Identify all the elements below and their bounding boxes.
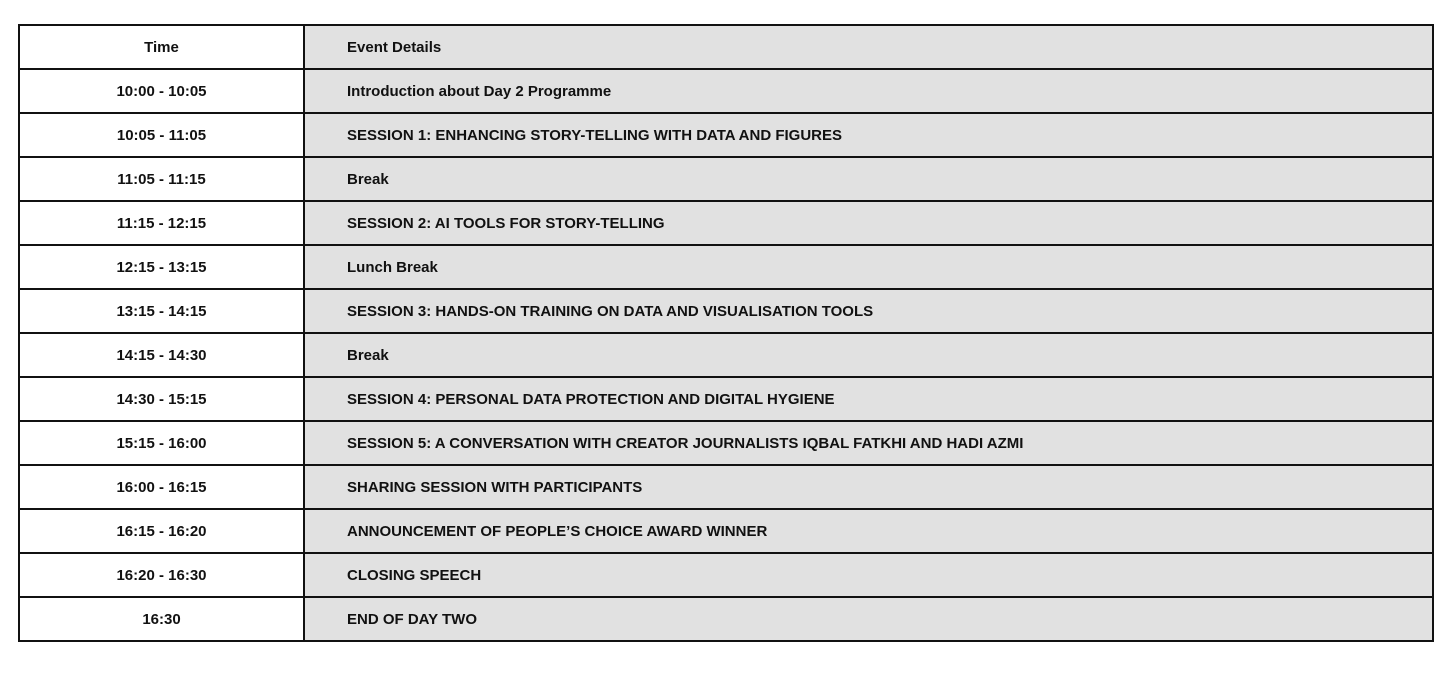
event-cell: SESSION 1: ENHANCING STORY-TELLING WITH DATA AND FIGURES (304, 113, 1433, 157)
time-cell: 16:30 (19, 597, 304, 641)
event-cell: Break (304, 157, 1433, 201)
table-row (19, 421, 1433, 465)
table-row (19, 597, 1433, 641)
schedule-table (18, 24, 1434, 642)
event-cell: SESSION 4: PERSONAL DATA PROTECTION AND DIGITAL HYGIENE (304, 377, 1433, 421)
table-row (19, 289, 1433, 333)
event-cell: Lunch Break (304, 245, 1433, 289)
event-cell: CLOSING SPEECH (304, 553, 1433, 597)
table-row (19, 465, 1433, 509)
time-cell: 15:15 - 16:00 (19, 421, 304, 465)
time-cell: 11:05 - 11:15 (19, 157, 304, 201)
time-cell: 11:15 - 12:15 (19, 201, 304, 245)
time-cell: 14:30 - 15:15 (19, 377, 304, 421)
table-row (19, 333, 1433, 377)
time-cell: 14:15 - 14:30 (19, 333, 304, 377)
event-cell: Break (304, 333, 1433, 377)
table-row (19, 113, 1433, 157)
time-cell: 10:05 - 11:05 (19, 113, 304, 157)
time-cell: 13:15 - 14:15 (19, 289, 304, 333)
time-cell: 16:00 - 16:15 (19, 465, 304, 509)
event-cell: SHARING SESSION WITH PARTICIPANTS (304, 465, 1433, 509)
event-cell: Introduction about Day 2 Programme (304, 69, 1433, 113)
table-row (19, 245, 1433, 289)
table-row (19, 553, 1433, 597)
table-row (19, 69, 1433, 113)
time-cell: 10:00 - 10:05 (19, 69, 304, 113)
time-column-header: Time (19, 25, 304, 69)
event-cell: ANNOUNCEMENT OF PEOPLE’S CHOICE AWARD WINNER (304, 509, 1433, 553)
table-row (19, 201, 1433, 245)
time-cell: 12:15 - 13:15 (19, 245, 304, 289)
event-cell: SESSION 3: HANDS-ON TRAINING ON DATA AND VISUALISATION TOOLS (304, 289, 1433, 333)
time-cell: 16:20 - 16:30 (19, 553, 304, 597)
event-cell: SESSION 5: A CONVERSATION WITH CREATOR JOURNALISTS IQBAL FATKHI AND HADI AZMI (304, 421, 1433, 465)
table-row (19, 377, 1433, 421)
event-cell: SESSION 2: AI TOOLS FOR STORY-TELLING (304, 201, 1433, 245)
event-details-column-header: Event Details (304, 25, 1433, 69)
table-row (19, 509, 1433, 553)
event-cell: END OF DAY TWO (304, 597, 1433, 641)
table-row (19, 157, 1433, 201)
table-header-row (19, 25, 1433, 69)
time-cell: 16:15 - 16:20 (19, 509, 304, 553)
